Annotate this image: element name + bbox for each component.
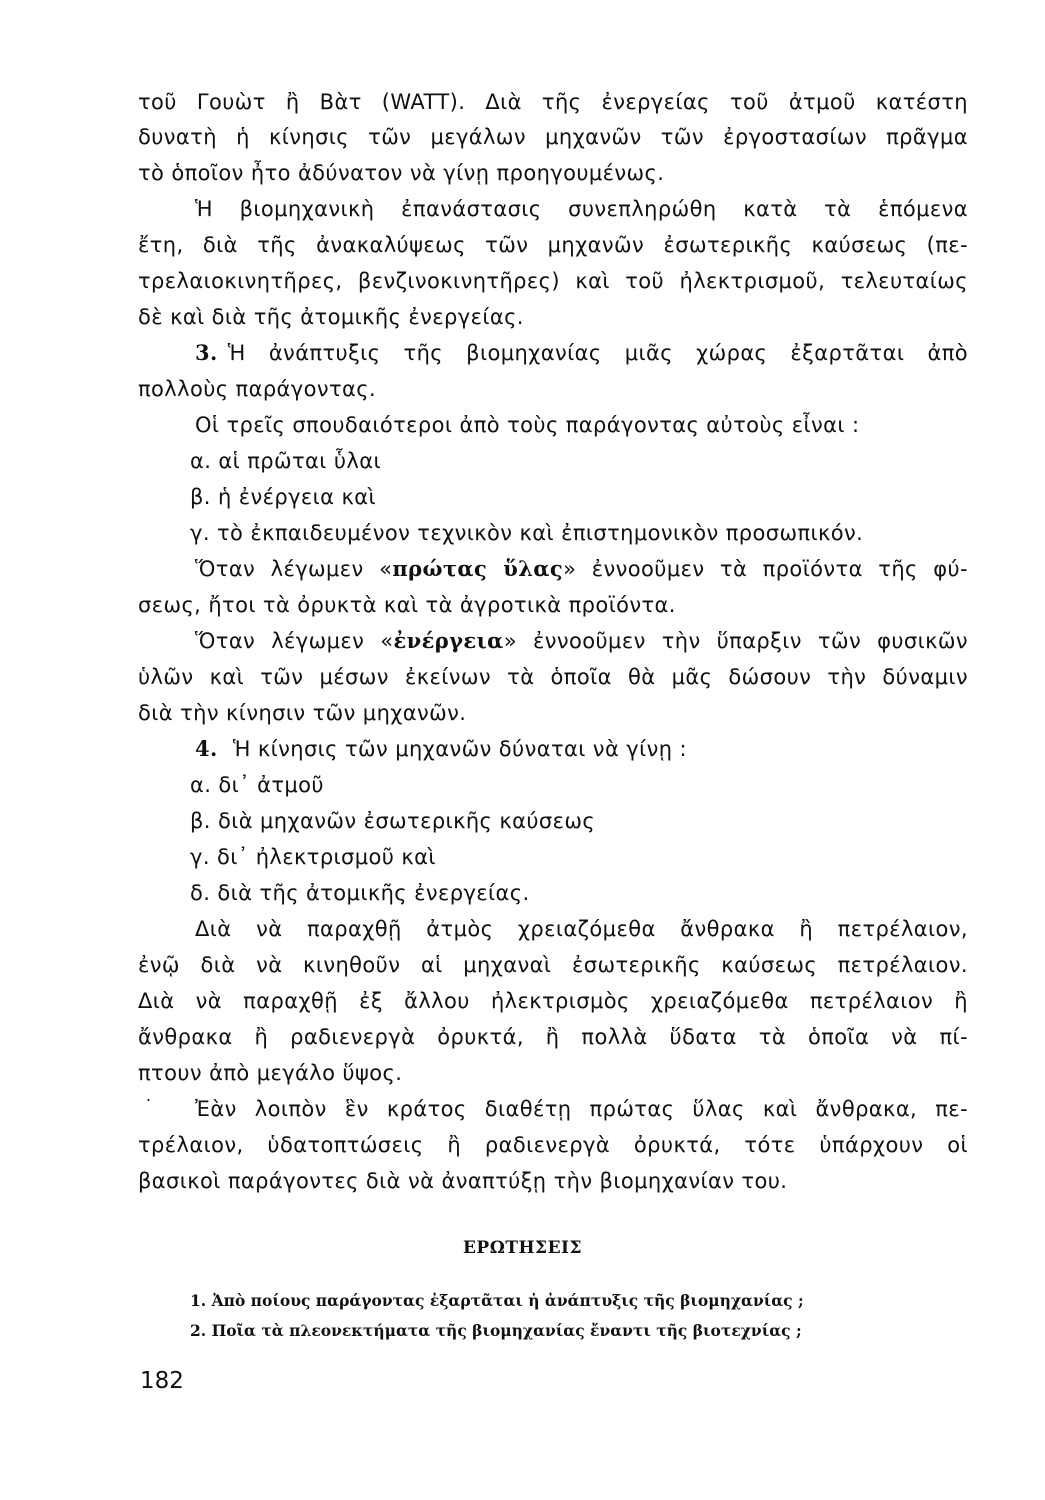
text-line: διὰ τὴν κίνησιν τῶν μηχανῶν. [138,701,467,725]
text-fragment: » ἐννοοῦμεν τὴν ὕπαρξιν τῶν φυσικῶν [503,629,969,653]
section-number: 3. [195,340,218,365]
text-line: τρέλαιον, ὑδατοπτώσεις ἢ ραδιενεργὰ ὀρυκτά, τότε ὑπάρχουν οἱ [138,1133,968,1157]
list-item: β. ἡ ἐνέργεια καὶ [190,485,377,509]
text-line-body: Ἡ κίνησις τῶν μηχανῶν δύναται νὰ γίνῃ : [232,737,687,761]
text-line [195,554,968,584]
section-number: 4. [195,736,218,761]
text-line: Ἡ βιομηχανικὴ ἐπανάστασις συνεπληρώθη κατὰ τὰ ἑπόμενα [195,197,968,221]
text-line: τὸ ὁποῖον ἦτο ἀδύνατον νὰ γίνῃ προηγουμένως. [138,161,665,185]
page-number: 182 [140,1368,184,1394]
list-item: γ. δι᾿ ἠλεκτρισμοῦ καὶ [190,845,436,869]
text-line: τοῦ Γουὼτ ἢ Βὰτ (WATT). Διὰ τῆς ἐνεργείας τοῦ ἀτμοῦ κατέστη [138,90,968,114]
text-fragment: » ἐννοοῦμεν τὰ προϊόντα τῆς φύ- [563,557,968,581]
questions-heading: ΕΡΩΤΗΣΕΙΣ [462,1238,583,1258]
list-item: γ. τὸ ἐκπαιδευμένον τεχνικὸν καὶ ἐπιστημονικὸν προσωπικόν. [190,521,864,545]
text-line: ἔτη, διὰ τῆς ἀνακαλύψεως τῶν μηχανῶν ἐσωτερικῆς καύσεως (πε- [138,233,968,257]
text-line: ἄνθρακα ἢ ραδιενεργὰ ὀρυκτά, ἢ πολλὰ ὕδατα τὰ ὁποῖα νὰ πί- [138,1025,968,1049]
text-line [195,626,968,656]
text-line-body: Ἡ ἀνάπτυξις τῆς βιομηχανίας μιᾶς χώρας ἐξαρτᾶται ἀπὸ [227,341,968,365]
text-line: βασικοὶ παράγοντες διὰ νὰ ἀναπτύξῃ τὴν βιομηχανίαν του. [138,1169,788,1193]
text-line: ἐνῷ διὰ νὰ κινηθοῦν αἱ μηχαναὶ ἐσωτερικῆς καύσεως πετρέλαιον. [138,953,968,977]
question-item: 2. Ποῖα τὰ πλεονεκτήματα τῆς βιομηχανίας ἔναντι τῆς βιοτεχνίας ; [190,1321,802,1340]
question-item: 1. Ἀπὸ ποίους παράγοντας ἐξαρτᾶται ἡ ἀνάπτυξις τῆς βιομηχανίας ; [190,1291,804,1310]
text-line [195,338,968,368]
list-item: δ. διὰ τῆς ἀτομικῆς ἐνεργείας. [190,881,530,905]
text-fragment: Ὅταν λέγωμεν « [195,629,394,653]
text-line: δὲ καὶ διὰ τῆς ἀτομικῆς ἐνεργείας. [138,305,524,329]
list-item: β. διὰ μηχανῶν ἐσωτερικῆς καύσεως [190,809,596,833]
text-line [195,734,968,764]
text-line: πτουν ἀπὸ μεγάλο ὕψος. [138,1061,403,1085]
text-line: Ἐὰν λοιπὸν ἓν κράτος διαθέτῃ πρώτας ὕλας καὶ ἄνθρακα, πε- [195,1097,968,1121]
text-line: τρελαιοκινητῆρες, βενζινοκινητῆρες) καὶ τοῦ ἠλεκτρισμοῦ, τελευταίως [138,269,968,293]
text-line: Διὰ νὰ παραχθῇ ἐξ ἄλλου ἠλεκτρισμὸς χρειαζόμεθα πετρέλαιον ἢ [138,989,968,1013]
text-line: σεως, ἤτοι τὰ ὀρυκτὰ καὶ τὰ ἀγροτικὰ προϊόντα. [138,593,676,617]
list-item: α. αἱ πρῶται ὗλαι [190,449,381,473]
text-line: πολλοὺς παράγοντας. [138,377,377,401]
bold-term: πρώτας ὕλας [392,556,564,581]
text-line: δυνατὴ ἡ κίνησις τῶν μεγάλων μηχανῶν τῶν ἐργοστασίων πρᾶγμα [138,125,968,149]
bold-term: ἐνέργεια [393,628,504,653]
text-fragment: Ὅταν λέγωμεν « [195,557,393,581]
stray-mark: . [146,1086,152,1105]
list-item: α. δι᾿ ἀτμοῦ [190,773,324,797]
text-line: ὑλῶν καὶ τῶν μέσων ἐκείνων τὰ ὁποῖα θὰ μᾶς δώσουν τὴν δύναμιν [138,665,968,689]
text-line: Διὰ νὰ παραχθῇ ἀτμὸς χρειαζόμεθα ἄνθρακα ἢ πετρέλαιον, [195,917,968,941]
text-line: Οἱ τρεῖς σπουδαιότεροι ἀπὸ τοὺς παράγοντας αὐτοὺς εἶναι : [195,413,860,437]
